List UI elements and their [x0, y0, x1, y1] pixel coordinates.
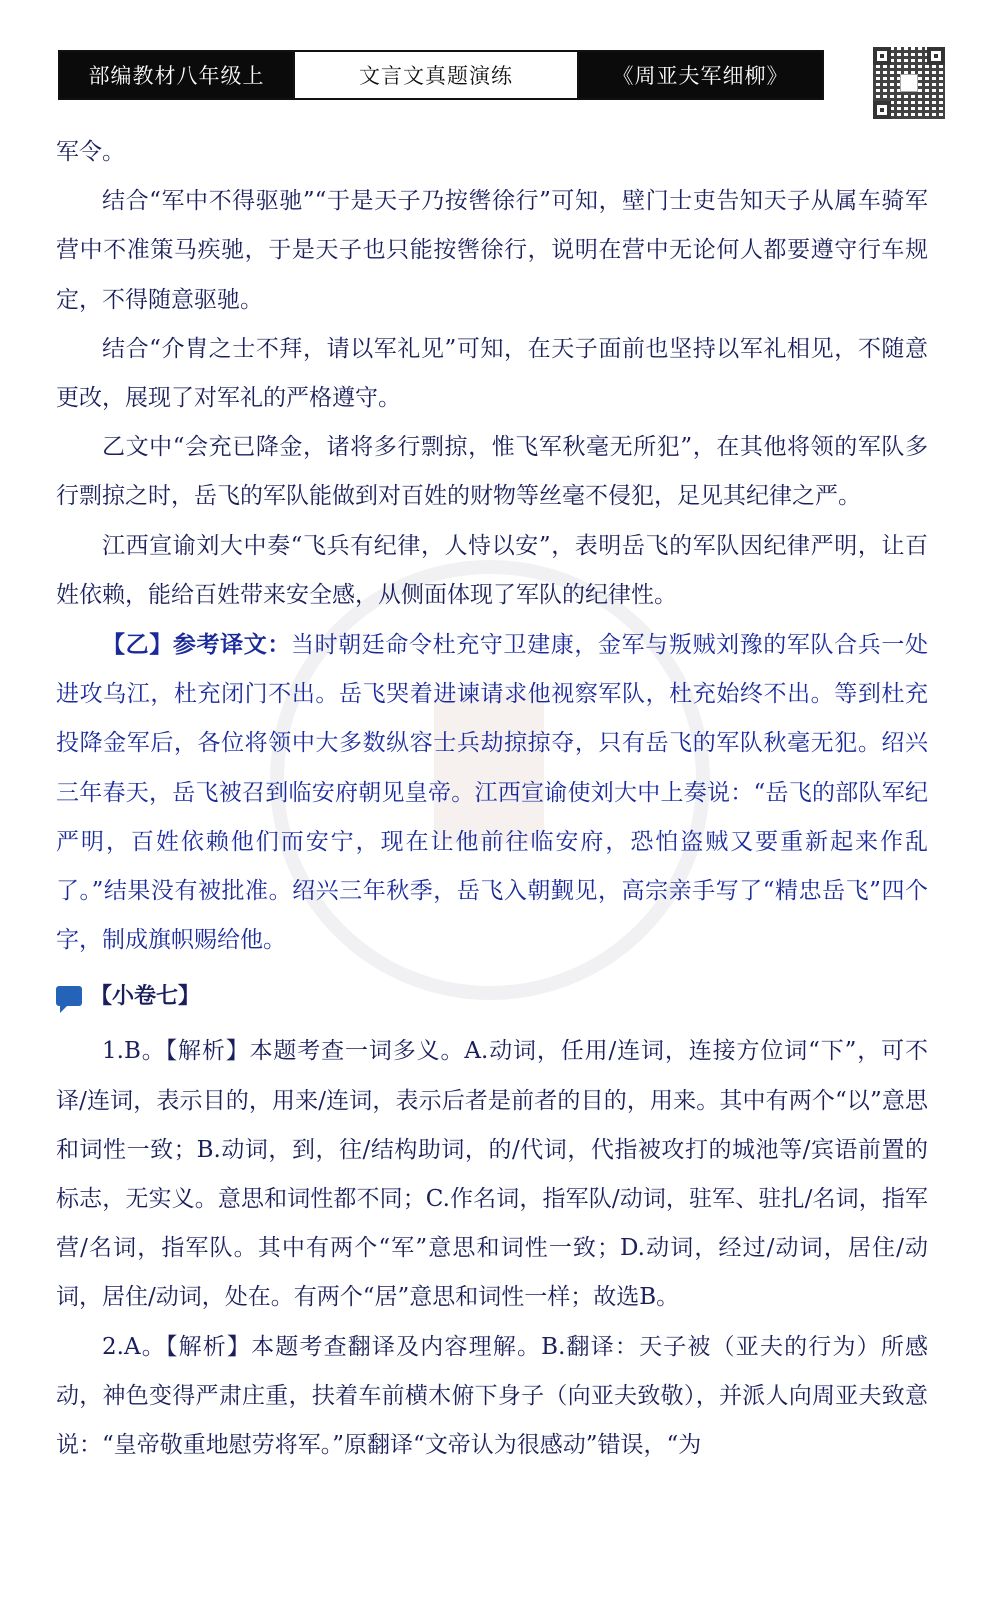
translation-text: 当时朝廷命令杜充守卫建康，金军与叛贼刘豫的军队合兵一处进攻乌江，杜充闭门不出。岳飞哭着进谏请求他视察军队，杜充始终不出。等到杜充投降金军后，各位将领中大多数纵容士兵劫掠掠夺，只有岳飞的军队秋毫无犯。绍兴三年春天，岳飞被召到临安府朝见皇帝。江西宣谕使刘大中上奏说：“岳飞的部队军纪严明，百姓依赖他们而安宁，现在让他前往临安府，恐怕盗贼又要重新起来作乱了。”结果没有被批准。绍兴三年秋季，岳飞入朝觐见，高宗亲手写了“精忠岳飞”四个字，制成旗帜赐给他。	[56, 632, 929, 954]
answer-1: 1.B。【解析】本题考查一词多义。A.动词，任用/连词，连接方位词“下”，可不译/连词，表示目的，用来/连词，表示后者是前者的目的，用来。其中有两个“以”意思和词性一致；B.动词，到，往/结构助词，的/代词，代指被攻打的城池等/宾语前置的标志，无实义。意思和词性都不同；C.作名词，指军队/动词，驻军、驻扎/名词，指军营/名词，指军队。其中有两个“军”意思和词性一致；D.动词，经过/动词，居住/动词，居住/动词，处在。有两个“居”意思和词性一样；故选B。	[56, 1038, 928, 1311]
section-marker-icon	[56, 986, 82, 1006]
header-left-cell: 部编教材八年级上	[60, 52, 293, 98]
translation-lead: 【乙】参考译文：	[102, 631, 291, 659]
header-center-cell: 文言文真题演练	[293, 52, 579, 98]
page-header	[58, 50, 824, 100]
paragraph-analysis-2: 结合“介胄之士不拜，请以军礼见”可知，在天子面前也坚持以军礼相见，不随意更改，展现了对军礼的严格遵守。	[56, 335, 928, 412]
section-title: 【小卷七】	[90, 983, 201, 1009]
paragraph-continuation: 军令。	[56, 139, 125, 165]
paragraph-analysis-4: 江西宣谕刘大中奏“飞兵有纪律，人恃以安”，表明岳飞的军队因纪律严明，让百姓依赖，能给百姓带来安全感，从侧面体现了军队的纪律性。	[56, 532, 928, 608]
paragraph-analysis-3: 乙文中“会充已降金，诸将多行剽掠，惟飞军秋毫无所犯”，在其他将领的军队多行剽掠之时，岳飞的军队能做到对百姓的财物等丝毫不侵犯，足见其纪律之严。	[56, 434, 928, 510]
header-right-cell: 《周亚夫军细柳》	[579, 52, 822, 98]
qr-code-icon	[873, 47, 945, 119]
translation-paragraph	[56, 620, 928, 965]
section-heading	[56, 965, 928, 1027]
answer-2: 2.A。【解析】本题考查翻译及内容理解。B.翻译：天子被（亚夫的行为）所感动，神色变得严肃庄重，扶着车前横木俯下身子（向亚夫致敬），并派人向周亚夫致意说：“皇帝敬重地慰劳将军。”原翻译“文帝认为很感动”错误，“为	[56, 1333, 928, 1459]
document-body	[56, 128, 928, 1470]
paragraph-analysis-1: 结合“军中不得驱驰”“于是天子乃按辔徐行”可知，壁门士吏告知天子从属车骑军营中不准策马疾驰，于是天子也只能按辔徐行，说明在营中无论何人都要遵守行车规定，不得随意驱驰。	[56, 188, 928, 313]
